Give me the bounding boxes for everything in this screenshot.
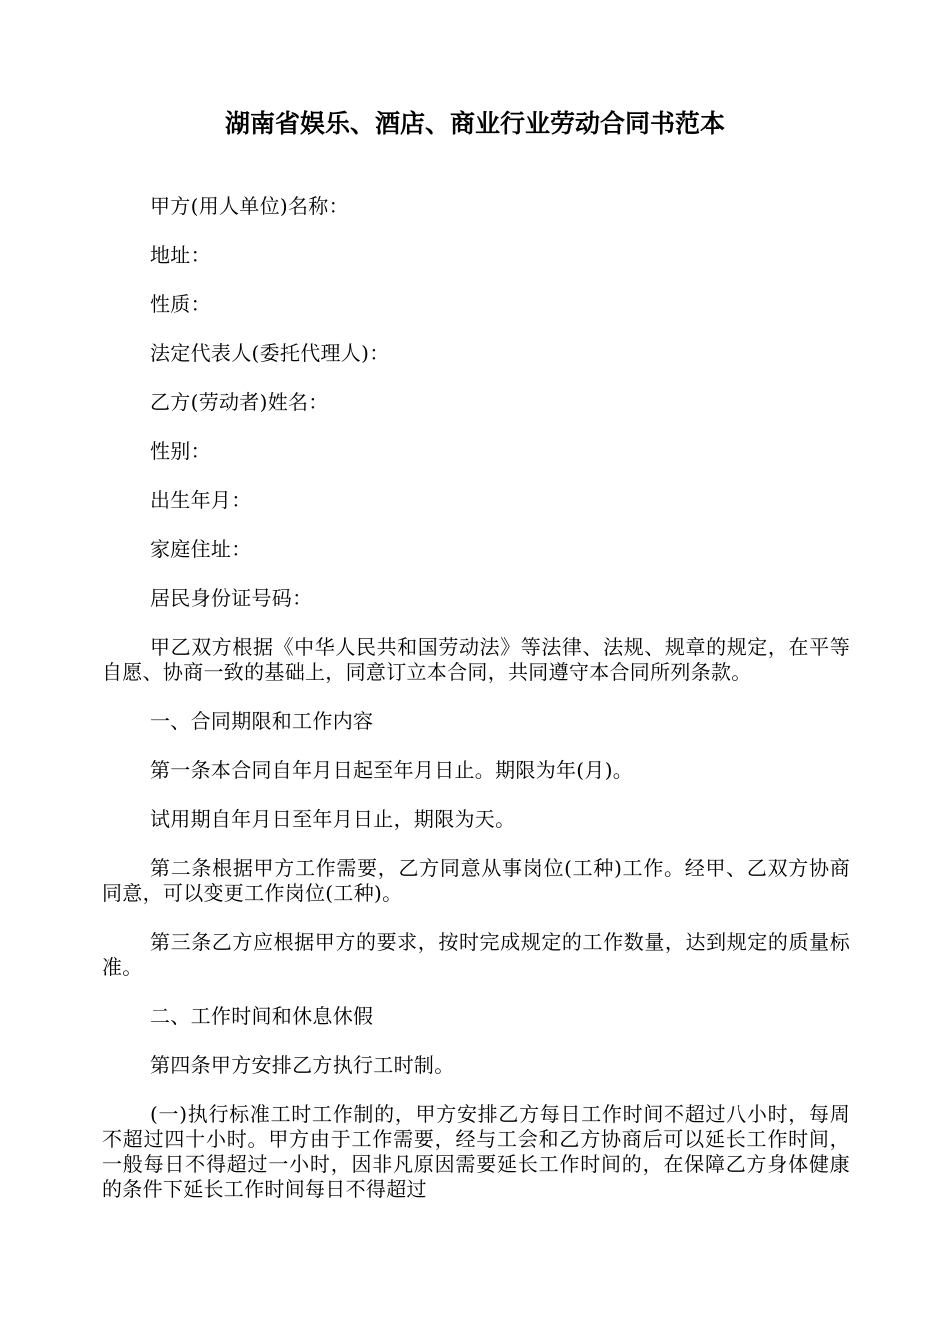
article-3: 第三条乙方应根据甲方的要求，按时完成规定的工作数量，达到规定的质量标准。 xyxy=(102,930,850,979)
field-birth-date: 出生年月： xyxy=(150,488,252,512)
field-id-number: 居民身份证号码： xyxy=(150,586,313,610)
article-4: 第四条甲方安排乙方执行工时制。 xyxy=(150,1053,455,1077)
article-2: 第二条根据甲方工作需要，乙方同意从事岗位(工种)工作。经甲、乙双方协商同意，可以变更工作岗位(工种)。 xyxy=(102,856,850,905)
section-heading-term: 一、合同期限和工作内容 xyxy=(150,709,374,733)
document-title: 湖南省娱乐、酒店、商业行业劳动合同书范本 xyxy=(224,109,725,138)
field-nature: 性质： xyxy=(150,292,211,316)
document-body xyxy=(102,194,850,1226)
article-4-clause-1: (一)执行标准工时工作制的，甲方安排乙方每日工作时间不超过八小时，每周不超过四十小时。甲方由于工作需要，经与工会和乙方协商后可以延长工作时间，一般每日不得超过一小时，因非凡原因需要延长工作时间的，在保障乙方身体健康的条件下延长工作时间每日不得超过 xyxy=(102,1102,850,1201)
field-address: 地址： xyxy=(150,243,211,267)
article-1: 第一条本合同自年月日起至年月日止。期限为年(月)。 xyxy=(150,758,634,782)
probation-paragraph: 试用期自年月日至年月日止，期限为天。 xyxy=(150,807,516,831)
field-employer-name: 甲方(用人单位)名称： xyxy=(150,194,349,218)
section-heading-hours: 二、工作时间和休息休假 xyxy=(150,1004,374,1028)
field-gender: 性别： xyxy=(150,439,211,463)
preamble-paragraph: 甲乙双方根据《中华人民共和国劳动法》等法律、法规、规章的规定，在平等自愿、协商一致的基础上，同意订立本合同，共同遵守本合同所列条款。 xyxy=(102,635,850,684)
field-legal-representative: 法定代表人(委托代理人)： xyxy=(150,341,390,365)
field-employee-name: 乙方(劳动者)姓名： xyxy=(150,390,329,414)
field-home-address: 家庭住址： xyxy=(150,537,252,561)
